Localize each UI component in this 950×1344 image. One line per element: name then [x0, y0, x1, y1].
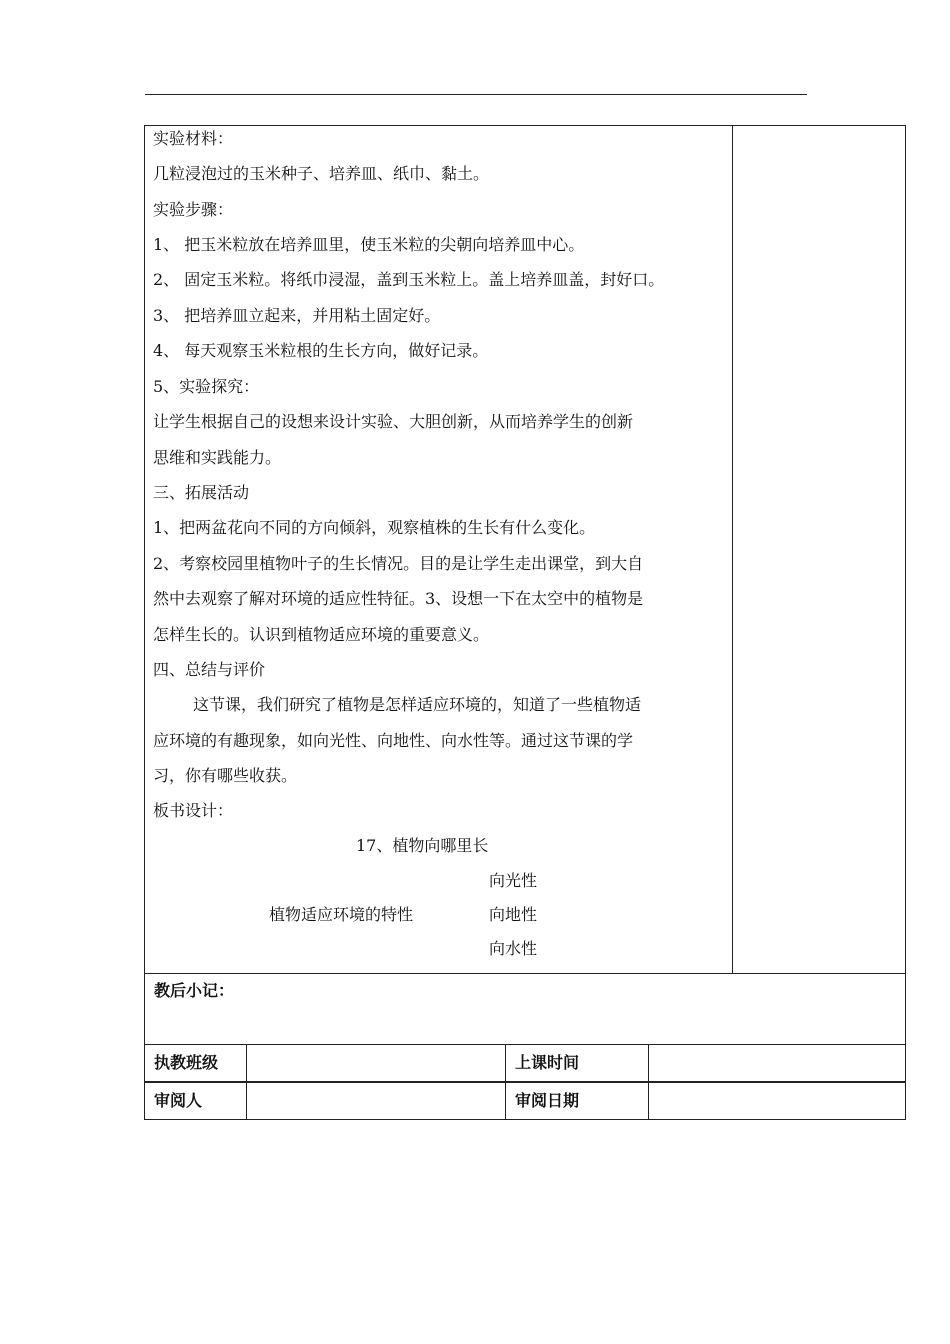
step-4: 4、 每天观察玉米粒根的生长方向，做好记录。: [153, 341, 489, 360]
class-label-cell: [145, 1045, 246, 1081]
lesson-content-cell: [145, 126, 905, 974]
board-subject: 植物适应环境的特性: [269, 905, 414, 924]
review-date-value-cell[interactable]: [648, 1083, 905, 1119]
notes-label: 教后小记：: [154, 981, 235, 1000]
section-heading-extension: 三、拓展活动: [153, 483, 250, 502]
class-value-cell[interactable]: [246, 1045, 505, 1081]
materials-list: 几粒浸泡过的玉米种子、培养皿、纸巾、黏土。: [153, 164, 490, 183]
inquiry-heading: 5、实验探究：: [153, 377, 260, 396]
column-divider: [732, 126, 733, 973]
paragraph-line: 思维和实践能力。: [153, 448, 282, 467]
review-date-label: 审阅日期: [515, 1091, 580, 1110]
paragraph-line: 怎样生长的。认识到植物适应环境的重要意义。: [153, 625, 490, 644]
reviewer-label: 审阅人: [154, 1091, 203, 1110]
paragraph-line: 习，你有哪些收获。: [153, 766, 298, 785]
paragraph-line: 2、考察校园里植物叶子的生长情况。目的是让学生走出课堂，到大自: [153, 554, 644, 573]
class-label: 执教班级: [154, 1053, 219, 1072]
reviewer-value-cell[interactable]: [246, 1083, 505, 1119]
section-heading-summary: 四、总结与评价: [153, 660, 266, 679]
steps-heading: 实验步骤：: [153, 200, 234, 219]
lesson-plan-table: [144, 125, 906, 1120]
post-lesson-notes-cell[interactable]: [145, 974, 905, 1045]
board-title: 17、植物向哪里长: [356, 836, 489, 855]
materials-heading: 实验材料：: [153, 129, 234, 148]
paragraph-line: 让学生根据自己的设想来设计实验、大胆创新，从而培养学生的创新: [153, 412, 634, 431]
board-design-heading: 板书设计：: [153, 801, 234, 820]
step-3: 3、 把培养皿立起来，并用粘土固定好。: [153, 306, 441, 325]
paragraph-line: 这节课，我们研究了植物是怎样适应环境的，知道了一些植物适: [193, 695, 642, 714]
header-rule: [145, 94, 807, 95]
step-2: 2、 固定玉米粒。将纸巾浸湿，盖到玉米粒上。盖上培养皿盖，封好口。: [153, 270, 665, 289]
board-item: 向地性: [489, 905, 538, 924]
board-item: 向光性: [489, 871, 538, 890]
paragraph-line: 然中去观察了解对环境的适应性特征。3、设想一下在太空中的植物是: [153, 589, 644, 608]
time-label: 上课时间: [515, 1053, 580, 1072]
paragraph-line: 1、把两盆花向不同的方向倾斜，观察植株的生长有什么变化。: [153, 518, 596, 537]
footer-row-class: [145, 1045, 905, 1082]
board-item: 向水性: [489, 939, 538, 958]
step-1: 1、 把玉米粒放在培养皿里，使玉米粒的尖朝向培养皿中心。: [153, 235, 585, 254]
time-value-cell[interactable]: [648, 1045, 905, 1081]
review-date-label-cell: [505, 1083, 648, 1119]
paragraph-line: 应环境的有趣现象，如向光性、向地性、向水性等。通过这节课的学: [153, 731, 634, 750]
footer-row-review: [145, 1082, 905, 1119]
time-label-cell: [505, 1045, 648, 1081]
reviewer-label-cell: [145, 1083, 246, 1119]
